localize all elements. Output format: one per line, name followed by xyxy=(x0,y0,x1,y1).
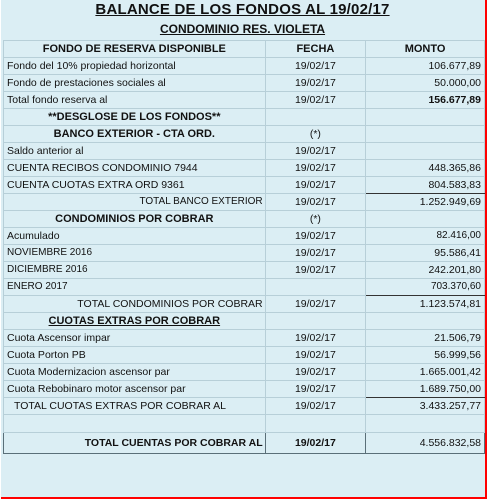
section-row xyxy=(4,109,485,126)
empty-cell[interactable] xyxy=(366,109,485,126)
banco-fecha[interactable]: 19/02/17 xyxy=(265,143,366,160)
cuotas-total-fecha[interactable]: 19/02/17 xyxy=(265,398,366,415)
cuotas-monto[interactable]: 21.506,79 xyxy=(366,330,485,347)
cuotas-monto[interactable]: 56.999,56 xyxy=(366,347,485,364)
cuotas-label[interactable]: Cuota Porton PB xyxy=(4,347,266,364)
empty-cell[interactable] xyxy=(366,211,485,228)
table-row xyxy=(4,296,485,313)
page-title: BALANCE DE LOS FONDOS AL 19/02/17 xyxy=(95,1,390,18)
cuotas-monto[interactable]: 1.665.001,42 xyxy=(366,364,485,381)
page-subtitle: CONDOMINIO RES. VIOLETA xyxy=(159,22,326,36)
condominios-total-label[interactable]: TOTAL CONDOMINIOS POR COBRAR xyxy=(4,296,266,313)
condominios-fecha[interactable]: 19/02/17 xyxy=(265,262,366,279)
empty-cell[interactable] xyxy=(265,415,366,433)
table-row xyxy=(4,245,485,262)
reserva-monto[interactable]: 106.677,89 xyxy=(366,58,485,75)
cuotas-total-monto[interactable]: 3.433.257,77 xyxy=(366,398,485,415)
table-row xyxy=(4,364,485,381)
cuotas-fecha[interactable]: 19/02/17 xyxy=(265,347,366,364)
condominios-heading[interactable]: CONDOMINIOS POR COBRAR xyxy=(4,211,266,228)
cuotas-label[interactable]: Cuota Modernizacion ascensor par xyxy=(4,364,266,381)
table-row xyxy=(4,279,485,296)
banco-total-label[interactable]: TOTAL BANCO EXTERIOR xyxy=(4,194,266,211)
table-row xyxy=(4,143,485,160)
cuotas-label[interactable]: Cuota Ascensor impar xyxy=(4,330,266,347)
empty-cell[interactable] xyxy=(366,313,485,330)
reserva-fecha[interactable]: 19/02/17 xyxy=(265,75,366,92)
header-monto[interactable]: MONTO xyxy=(366,41,485,58)
banco-label[interactable]: CUENTA CUOTAS EXTRA ORD 9361 xyxy=(4,177,266,194)
header-fondo[interactable]: FONDO DE RESERVA DISPONIBLE xyxy=(4,41,266,58)
header-fecha[interactable]: FECHA xyxy=(265,41,366,58)
table-row xyxy=(4,347,485,364)
reserva-total-fecha[interactable]: 19/02/17 xyxy=(265,92,366,109)
empty-cell[interactable] xyxy=(4,415,266,433)
table-row xyxy=(4,92,485,109)
table-row xyxy=(4,398,485,415)
condominios-label[interactable]: Acumulado xyxy=(4,228,266,245)
banco-monto[interactable]: 448.365,86 xyxy=(366,160,485,177)
banco-marker[interactable]: (*) xyxy=(265,126,366,143)
desglose-heading[interactable]: **DESGLOSE DE LOS FONDOS** xyxy=(4,109,266,126)
table-row xyxy=(4,330,485,347)
banco-heading[interactable]: BANCO EXTERIOR - CTA ORD. xyxy=(4,126,266,143)
condominios-total-monto[interactable]: 1.123.574,81 xyxy=(366,296,485,313)
table-row xyxy=(4,75,485,92)
reserva-fecha[interactable]: 19/02/17 xyxy=(265,58,366,75)
condominios-label[interactable]: ENERO 2017 xyxy=(4,279,266,296)
reserva-monto[interactable]: 50.000,00 xyxy=(366,75,485,92)
reserva-total-monto[interactable]: 156.677,89 xyxy=(366,92,485,109)
condominios-label[interactable]: DICIEMBRE 2016 xyxy=(4,262,266,279)
reserva-total-label[interactable]: Total fondo reserva al xyxy=(4,92,266,109)
table-row xyxy=(4,177,485,194)
banco-fecha[interactable]: 19/02/17 xyxy=(265,160,366,177)
table-row xyxy=(4,160,485,177)
cuotas-label[interactable]: Cuota Rebobinaro motor ascensor par xyxy=(4,381,266,398)
spreadsheet xyxy=(1,0,487,499)
empty-cell[interactable] xyxy=(366,415,485,433)
condominios-label[interactable]: NOVIEMBRE 2016 xyxy=(4,245,266,262)
banco-total-fecha[interactable]: 19/02/17 xyxy=(265,194,366,211)
condominios-fecha[interactable]: 19/02/17 xyxy=(265,245,366,262)
reserva-label[interactable]: Fondo de prestaciones sociales al xyxy=(4,75,266,92)
banco-label[interactable]: CUENTA RECIBOS CONDOMINIO 7944 xyxy=(4,160,266,177)
condominios-monto[interactable]: 95.586,41 xyxy=(366,245,485,262)
banco-total-monto[interactable]: 1.252.949,69 xyxy=(366,194,485,211)
condominios-fecha[interactable]: 19/02/17 xyxy=(265,228,366,245)
cuotas-fecha[interactable]: 19/02/17 xyxy=(265,330,366,347)
empty-cell[interactable] xyxy=(265,313,366,330)
spacer-row xyxy=(4,415,485,433)
reserva-label[interactable]: Fondo del 10% propiedad horizontal xyxy=(4,58,266,75)
banco-label[interactable]: Saldo anterior al xyxy=(4,143,266,160)
balance-table xyxy=(3,40,485,454)
header-row xyxy=(4,41,485,58)
condominios-monto[interactable]: 82.416,00 xyxy=(366,228,485,245)
section-row xyxy=(4,313,485,330)
cuotas-fecha[interactable]: 19/02/17 xyxy=(265,364,366,381)
section-row xyxy=(4,126,485,143)
table-row xyxy=(4,58,485,75)
cuotas-heading[interactable]: CUOTAS EXTRAS POR COBRAR xyxy=(4,313,266,330)
banco-fecha[interactable]: 19/02/17 xyxy=(265,177,366,194)
empty-cell[interactable] xyxy=(366,126,485,143)
table-row xyxy=(4,228,485,245)
total-cuentas-fecha[interactable]: 19/02/17 xyxy=(265,433,366,454)
cuotas-total-label[interactable]: TOTAL CUOTAS EXTRAS POR COBRAR AL xyxy=(4,398,266,415)
banco-monto[interactable]: 804.583,83 xyxy=(366,177,485,194)
table-row xyxy=(4,262,485,279)
condominios-marker[interactable]: (*) xyxy=(265,211,366,228)
cuotas-monto[interactable]: 1.689.750,00 xyxy=(366,381,485,398)
condominios-monto[interactable]: 703.370,60 xyxy=(366,279,485,296)
table-row xyxy=(4,381,485,398)
condominios-total-fecha[interactable]: 19/02/17 xyxy=(265,296,366,313)
table-row xyxy=(4,194,485,211)
grand-total-row xyxy=(4,433,485,454)
total-cuentas-monto[interactable]: 4.556.832,58 xyxy=(366,433,485,454)
condominios-monto[interactable]: 242.201,80 xyxy=(366,262,485,279)
section-row xyxy=(4,211,485,228)
cuotas-fecha[interactable]: 19/02/17 xyxy=(265,381,366,398)
total-cuentas-label[interactable]: TOTAL CUENTAS POR COBRAR AL xyxy=(4,433,266,454)
banco-monto[interactable] xyxy=(366,143,485,160)
condominios-fecha[interactable] xyxy=(265,279,366,296)
empty-cell[interactable] xyxy=(265,109,366,126)
